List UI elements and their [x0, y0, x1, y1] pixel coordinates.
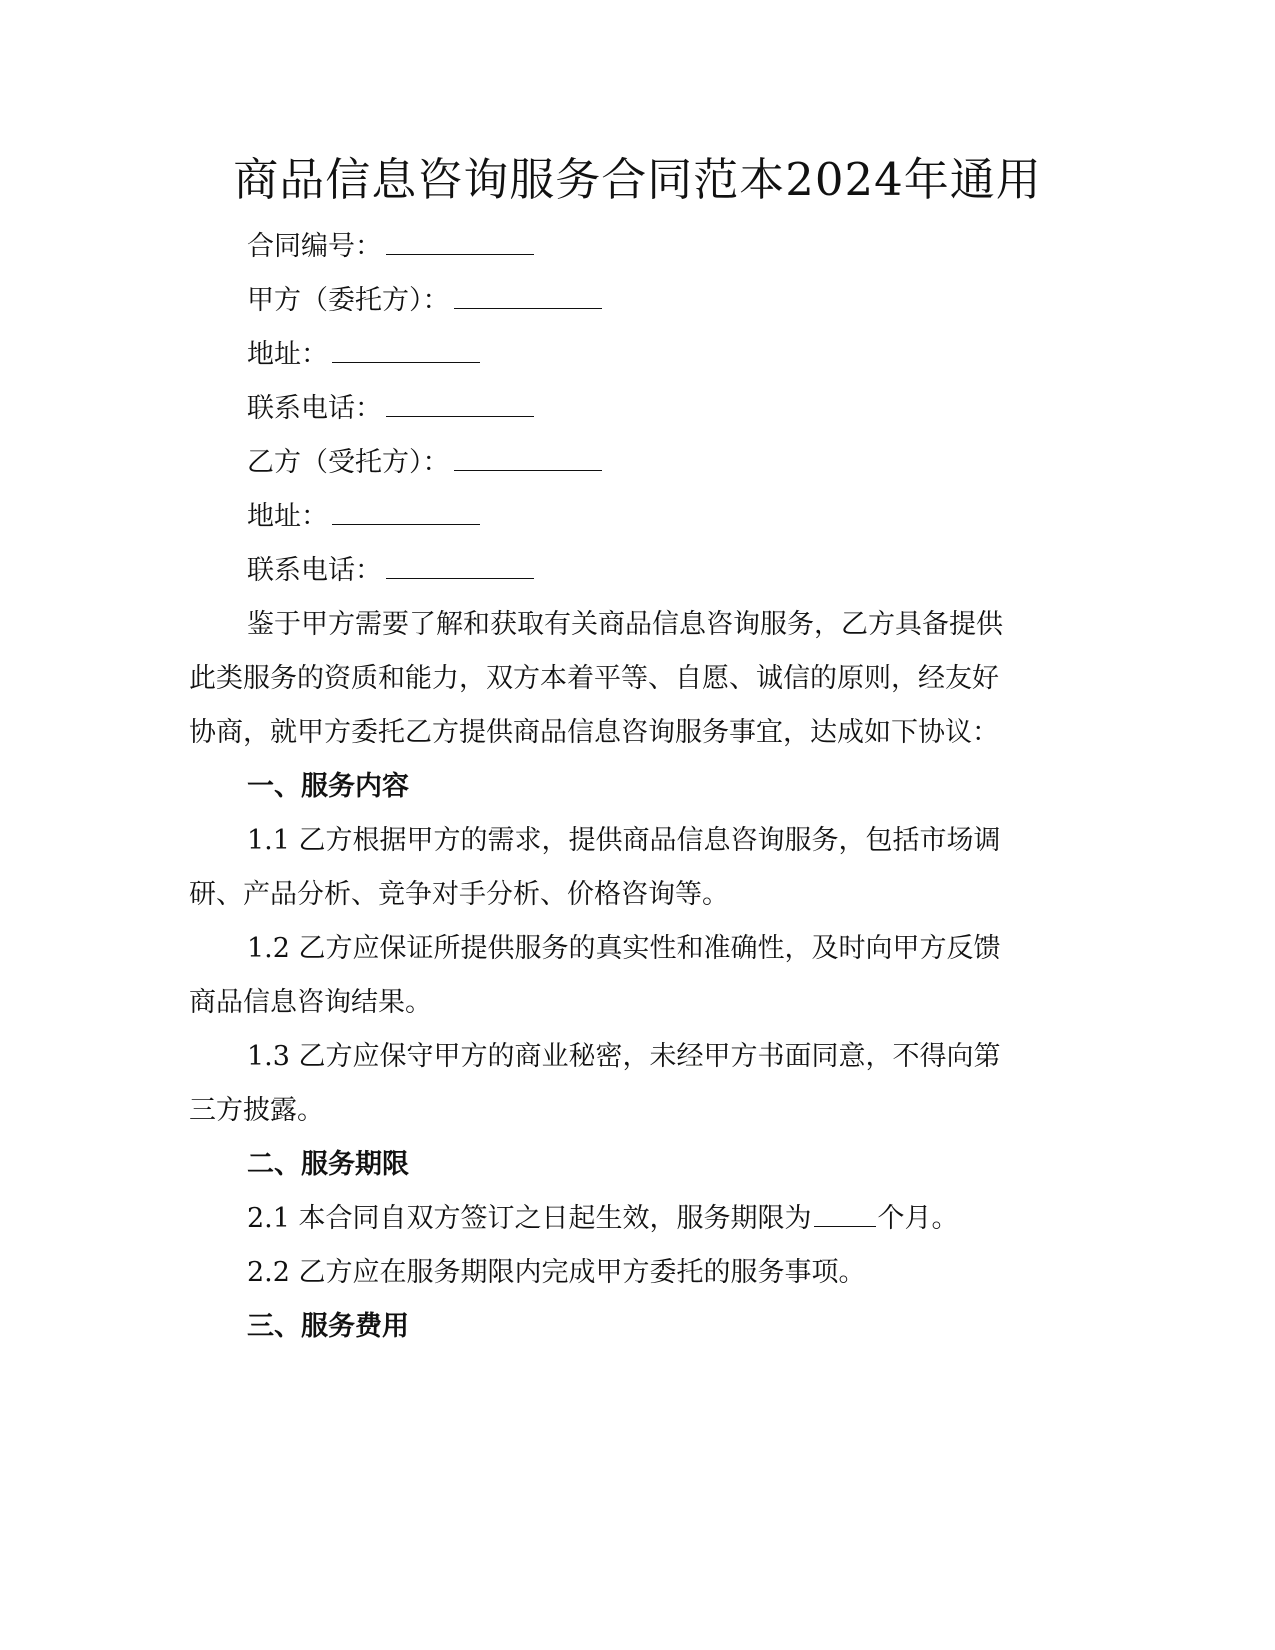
field-contract-number: [247, 227, 534, 267]
section-heading: 三、服务费用: [247, 1311, 409, 1342]
clause-line: 商品信息咨询结果。: [189, 987, 432, 1018]
document-title: 商品信息咨询服务合同范本2024年通用: [233, 153, 1042, 206]
clause-line: 1.2 乙方应保证所提供服务的真实性和准确性，及时向甲方反馈: [247, 933, 1001, 964]
field-label: 联系电话：: [247, 393, 382, 424]
clause-line: 研、产品分析、竞争对手分析、价格咨询等。: [189, 879, 729, 910]
fill-in-blank: [454, 282, 602, 309]
section-heading: 二、服务期限: [247, 1149, 409, 1180]
section-heading: 一、服务内容: [247, 771, 409, 802]
field-party-a-phone: [247, 389, 534, 429]
clause-text: 个月。: [877, 1203, 959, 1234]
field-label: 地址：: [247, 501, 328, 532]
field-party-a-address: [247, 335, 480, 375]
preamble-line: 协商，就甲方委托乙方提供商品信息咨询服务事宜，达成如下协议：: [189, 717, 999, 748]
fill-in-blank: [386, 228, 534, 255]
clause-line: 1.3 乙方应保守甲方的商业秘密，未经甲方书面同意，不得向第: [247, 1041, 1001, 1072]
preamble-line: 此类服务的资质和能力，双方本着平等、自愿、诚信的原则，经友好: [189, 663, 999, 694]
field-party-b-address: [247, 497, 480, 537]
field-party-b-phone: [247, 551, 534, 591]
clause-line: 三方披露。: [189, 1095, 324, 1126]
field-label: 乙方（受托方）：: [247, 447, 450, 478]
clause-line: 2.2 乙方应在服务期限内完成甲方委托的服务事项。: [247, 1257, 866, 1288]
preamble-line: 鉴于甲方需要了解和获取有关商品信息咨询服务，乙方具备提供: [247, 609, 1003, 640]
field-label: 合同编号：: [247, 231, 382, 262]
clause-text: 2.1 本合同自双方签订之日起生效，服务期限为: [247, 1203, 812, 1234]
field-label: 甲方（委托方）：: [247, 285, 450, 316]
fill-in-blank: [386, 390, 534, 417]
field-label: 地址：: [247, 339, 328, 370]
fill-in-blank: [454, 444, 602, 471]
field-party-a: [247, 281, 602, 321]
fill-in-blank: [386, 552, 534, 579]
field-label: 联系电话：: [247, 555, 382, 586]
clause-line: [247, 1199, 959, 1239]
fill-in-blank: [332, 498, 480, 525]
fill-in-blank: [332, 336, 480, 363]
clause-line: 1.1 乙方根据甲方的需求，提供商品信息咨询服务，包括市场调: [247, 825, 1001, 856]
fill-in-blank: [814, 1200, 876, 1227]
field-party-b: [247, 443, 602, 483]
